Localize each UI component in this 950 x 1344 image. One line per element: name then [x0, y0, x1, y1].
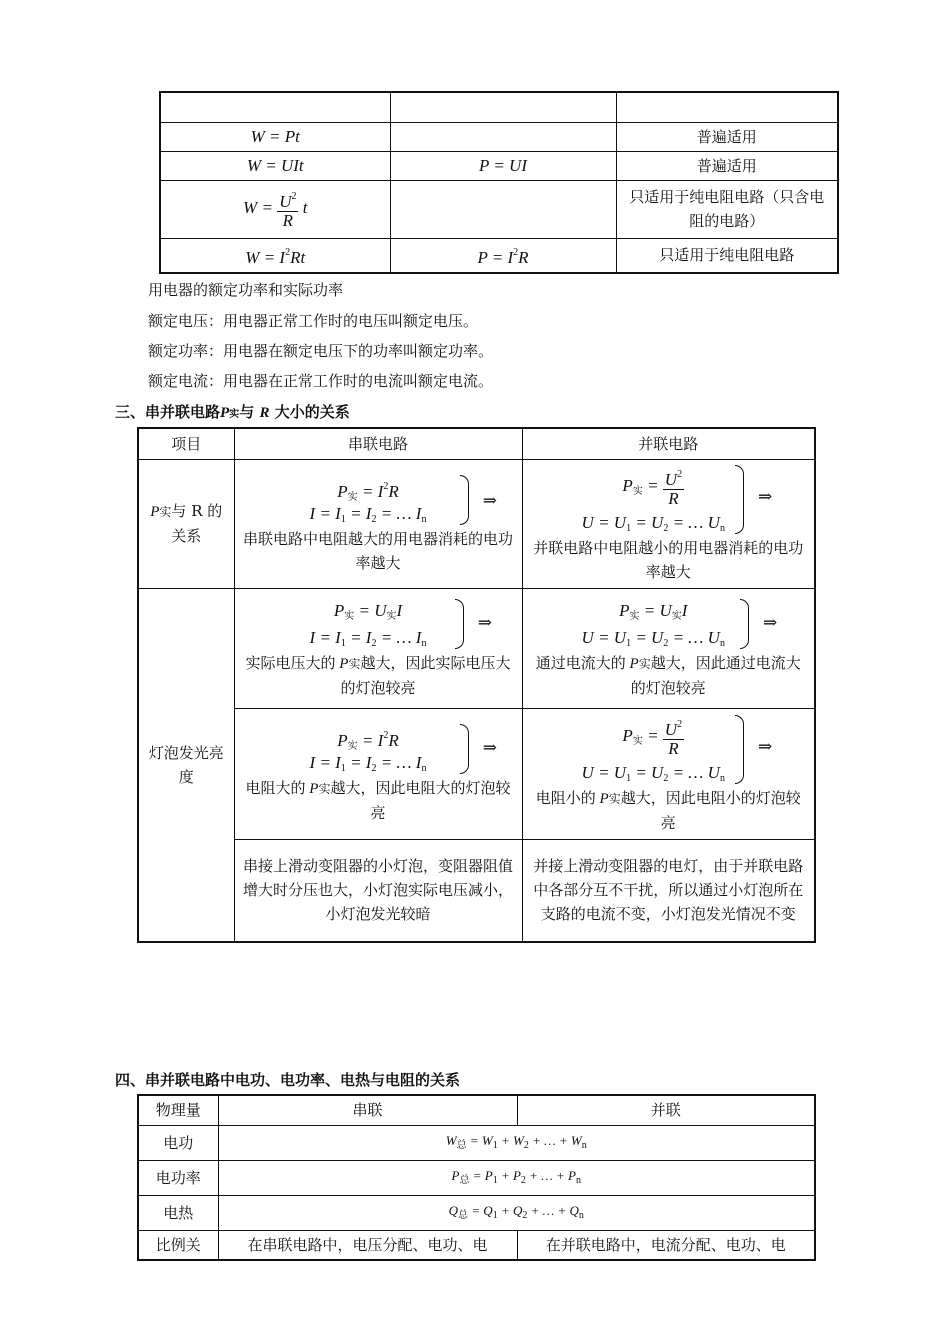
note-pure-resistance-1: 只适用于纯电阻电路（只含电阻的电路） [616, 180, 838, 238]
parallel-resistance-text: 电阻小的 P实越大，因此电阻小的灯泡较亮 [535, 788, 801, 832]
col-header-item: 项目 [138, 428, 234, 459]
section3-heading: 三、串并联电路P实与 R 大小的关系 [115, 403, 350, 421]
cell-parallel-resistance: $P_实$ = $\frac{U^2}{R}$ $U = U_1 = U_2$ = … $U_n$ ⇒ 电阻小的 P实越大，因此电阻小的灯泡较亮 [522, 708, 815, 839]
series-relation-text: 串联电路中电阻越大的用电器消耗的电功率越大 [242, 529, 513, 572]
formula-p-ui: P = UI [390, 151, 616, 180]
row-label-brightness: 灯泡发光亮度 [138, 588, 234, 942]
cell-series-relation: $P_实 = I^2R$ $I = I_1 = I_2$ = … $I_n$ ⇒ 串联电路中电阻越大的用电器消耗的电功率越大 [234, 459, 522, 588]
formula-w-u2rt: W = $\frac{U^2}{R}$ t [160, 180, 390, 238]
cell-parallel-relation: $P_实$ = $\frac{U^2}{R}$ $U = U_1 = U_2$ = … $U_n$ ⇒ 并联电路中电阻越小的用电器消耗的电功率越大 [522, 459, 815, 588]
cell-parallel-current: $P_实 = U_实I$ $U = U_1 = U_2$ = … $U_n$ ⇒ 通过电流大的 P实越大，因此通过电流大的灯泡较亮 [522, 588, 815, 708]
cell-parallel-rheostat: 并接上滑动变阻器的电灯，由于并联电路中各部分互不干扰，所以通过小灯泡所在支路的电流不变，小灯泡发光情况不变 [522, 839, 815, 942]
para-rated-current: 额定电流：用电器在正常工作时的电流叫额定电流。 [148, 372, 494, 390]
ratio-parallel-text: 在并联电路中，电流分配、电功、电 [517, 1230, 815, 1260]
note-general-1: 普遍适用 [616, 122, 838, 151]
col-header-parallel-4: 并联 [517, 1095, 815, 1125]
col-header-quantity: 物理量 [138, 1095, 218, 1125]
ratio-series-text: 在串联电路中，电压分配、电功、电 [218, 1230, 517, 1260]
formula-total-power: $P_总 = P_1 + P_2$ + … + $P_n$ [218, 1160, 815, 1195]
row-label-work: 电功 [138, 1125, 218, 1160]
parallel-current-text: 通过电流大的 P实越大，因此通过电流大的灯泡较亮 [535, 653, 801, 697]
series-parallel-power-table [137, 427, 816, 943]
row-label-power: 电功率 [138, 1160, 218, 1195]
work-power-heat-table [137, 1094, 816, 1261]
series-resistance-text: 电阻大的 P实越大，因此电阻大的灯泡较亮 [245, 779, 511, 822]
para-rated-power: 额定功率：用电器在额定电压下的功率叫额定功率。 [148, 342, 494, 360]
formula-total-heat: $Q_总 = Q_1 + Q_2$ + … + $Q_n$ [218, 1195, 815, 1230]
formula-w-i2rt: $W = I^2Rt$ [160, 238, 390, 273]
formula-total-work: $W_总 = W_1 + W_2$ + … + $W_n$ [218, 1125, 815, 1160]
row-label-ratio: 比例关 [138, 1230, 218, 1260]
formula-w-pt: W = Pt [160, 122, 390, 151]
series-voltage-text: 实际电压大的 P实越大，因此实际电压大的灯泡较亮 [245, 653, 511, 697]
parallel-relation-text: 并联电路中电阻越小的用电器消耗的电功率越大 [533, 539, 804, 581]
section4-heading: 四、串并联电路中电功、电功率、电热与电阻的关系 [115, 1071, 461, 1089]
cell-series-voltage: $P_实 = U_实I$ $I = I_1 = I_2$ = … $I_n$ ⇒ 实际电压大的 P实越大，因此实际电压大的灯泡较亮 [234, 588, 522, 708]
cell-series-rheostat: 串接上滑动变阻器的小灯泡，变阻器阻值增大时分压也大，小灯泡实际电压减小，小灯泡发光较暗 [234, 839, 522, 942]
row-label-p-r-relation: P实与 R 的关系 [138, 459, 234, 588]
col-header-series-4: 串联 [218, 1095, 517, 1125]
col-header-parallel: 并联电路 [522, 428, 815, 459]
col-header-series: 串联电路 [234, 428, 522, 459]
note-general-2: 普遍适用 [616, 151, 838, 180]
formula-w-uit: W = UIt [160, 151, 390, 180]
cell-series-resistance: $P_实 = I^2R$ $I = I_1 = I_2$ = … $I_n$ ⇒ 电阻大的 P实越大，因此电阻大的灯泡较亮 [234, 708, 522, 839]
row-label-heat: 电热 [138, 1195, 218, 1230]
formula-p-i2r: $P = I^2R$ [390, 238, 616, 273]
para-rated-actual: 用电器的额定功率和实际功率 [148, 281, 344, 299]
note-pure-resistance-2: 只适用于纯电阻电路 [616, 238, 838, 273]
para-rated-voltage: 额定电压：用电器正常工作时的电压叫额定电压。 [148, 312, 479, 330]
formula-table [159, 91, 839, 274]
